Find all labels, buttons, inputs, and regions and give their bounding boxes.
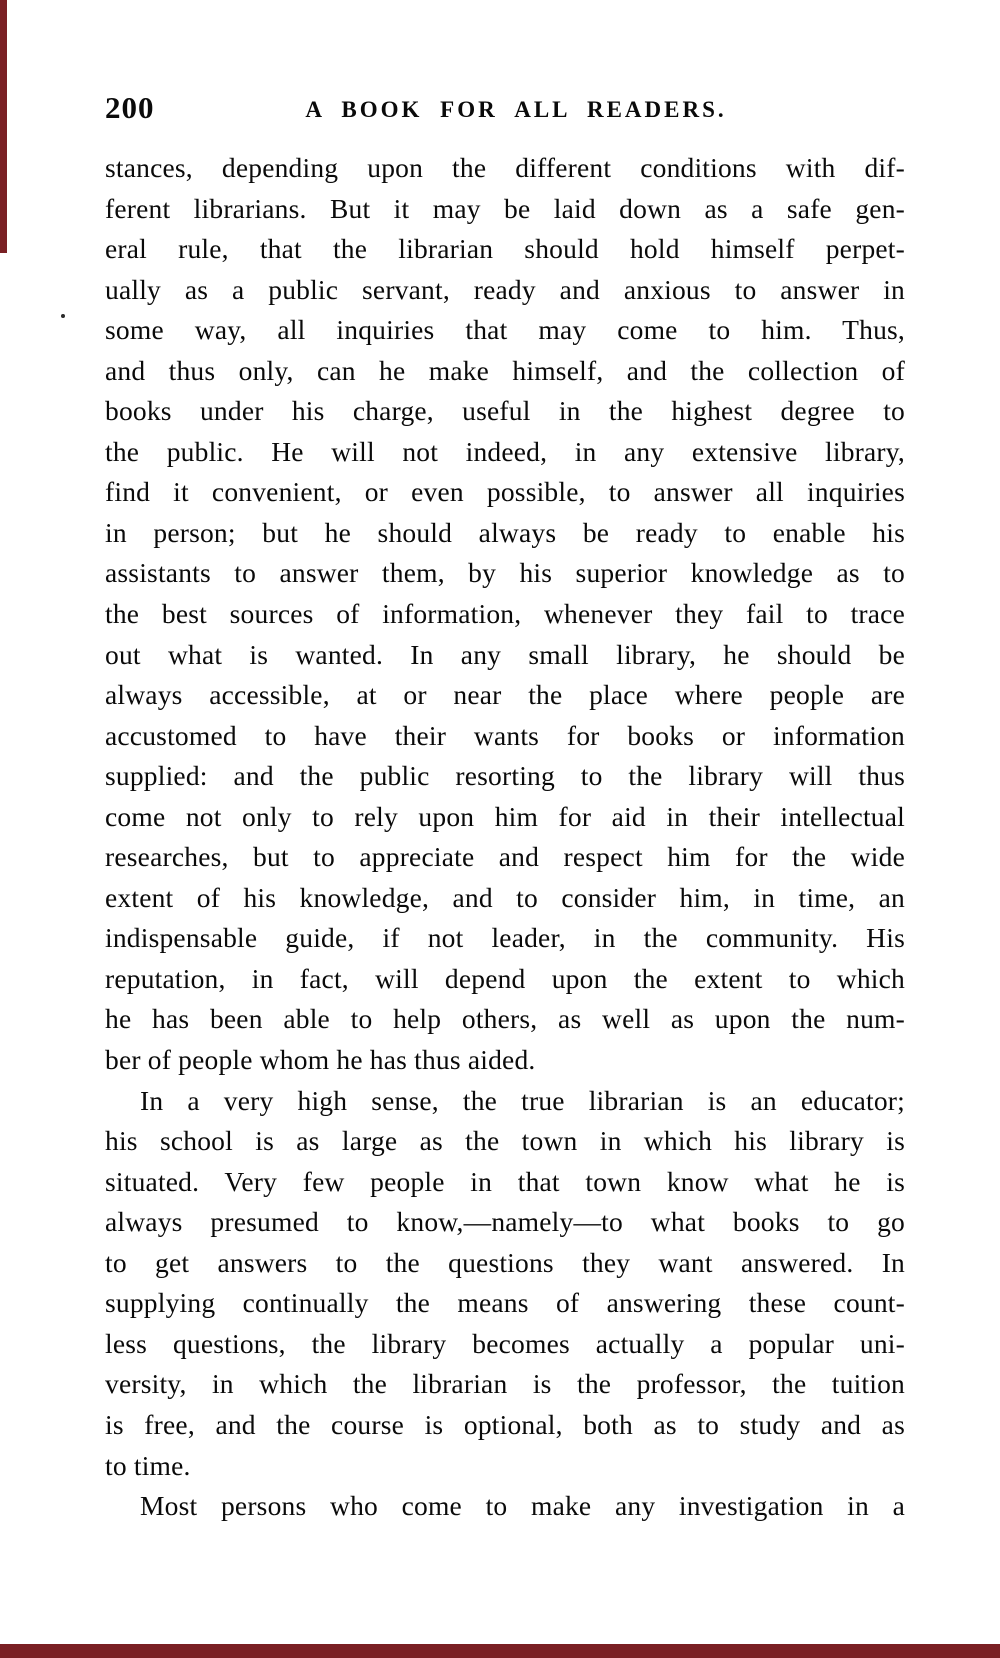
text-line: less questions, the library becomes actually a popular uni- — [105, 1327, 905, 1359]
text-line: is free, and the course is optional, both as to study and as — [105, 1408, 905, 1440]
text-line: to time. — [105, 1449, 191, 1481]
text-line: in person; but he should always be ready to enable his — [105, 516, 905, 548]
text-line: accustomed to have their wants for books or information — [105, 719, 905, 751]
text-line: some way, all inquiries that may come to him. Thus, — [105, 314, 905, 346]
text-line: to get answers to the questions they want answered. In — [105, 1246, 905, 1278]
text-line: find it convenient, or even possible, to answer all inquiries — [105, 476, 905, 508]
scan-speck — [61, 314, 65, 318]
text-line: ually as a public servant, ready and anxious to answer in — [105, 273, 905, 305]
text-line: Most persons who come to make any investigation in a — [140, 1490, 905, 1522]
scan-edge-bottom-strip — [0, 1644, 1000, 1658]
text-line: assistants to answer them, by his superior knowledge as to — [105, 557, 905, 589]
text-line: books under his charge, useful in the highest degree to — [105, 395, 905, 427]
text-line: the public. He will not indeed, in any extensive library, — [105, 435, 905, 467]
text-line: researches, but to appreciate and respect him for the wide — [105, 841, 905, 873]
body-text — [105, 148, 905, 1527]
text-line: his school is as large as the town in which his library is — [105, 1125, 905, 1157]
text-line: situated. Very few people in that town know what he is — [105, 1165, 905, 1197]
text-line: and thus only, can he make himself, and the collection of — [105, 354, 905, 386]
running-title: A BOOK FOR ALL READERS. — [305, 97, 727, 122]
text-line: indispensable guide, if not leader, in the community. His — [105, 922, 905, 954]
text-line: extent of his knowledge, and to consider him, in time, an — [105, 881, 905, 913]
text-line: always accessible, at or near the place where people are — [105, 679, 905, 711]
text-line: In a very high sense, the true librarian is an educator; — [140, 1084, 905, 1116]
text-line: versity, in which the librarian is the professor, the tuition — [105, 1368, 905, 1400]
text-line: stances, depending upon the different conditions with dif- — [105, 152, 905, 183]
text-line: ferent librarians. But it may be laid down as a safe gen- — [105, 192, 905, 224]
text-line: supplying continually the means of answering these count- — [105, 1287, 905, 1319]
text-line: always presumed to know,—namely—to what books to go — [105, 1206, 905, 1238]
text-line: reputation, in fact, will depend upon the extent to which — [105, 962, 905, 994]
text-line: ber of people whom he has thus aided. — [105, 1044, 536, 1076]
scan-edge-left-strip — [0, 0, 7, 253]
text-line: supplied: and the public resorting to the library will thus — [105, 760, 905, 792]
text-line: he has been able to help others, as well as upon the num- — [105, 1003, 905, 1035]
text-line: the best sources of information, whenever they fail to trace — [105, 598, 905, 630]
page-number: 200 — [105, 90, 155, 125]
text-line: come not only to rely upon him for aid in their intellectual — [105, 800, 905, 832]
text-line: eral rule, that the librarian should hold himself perpet- — [105, 233, 905, 265]
text-line: out what is wanted. In any small library, he should be — [105, 638, 905, 670]
